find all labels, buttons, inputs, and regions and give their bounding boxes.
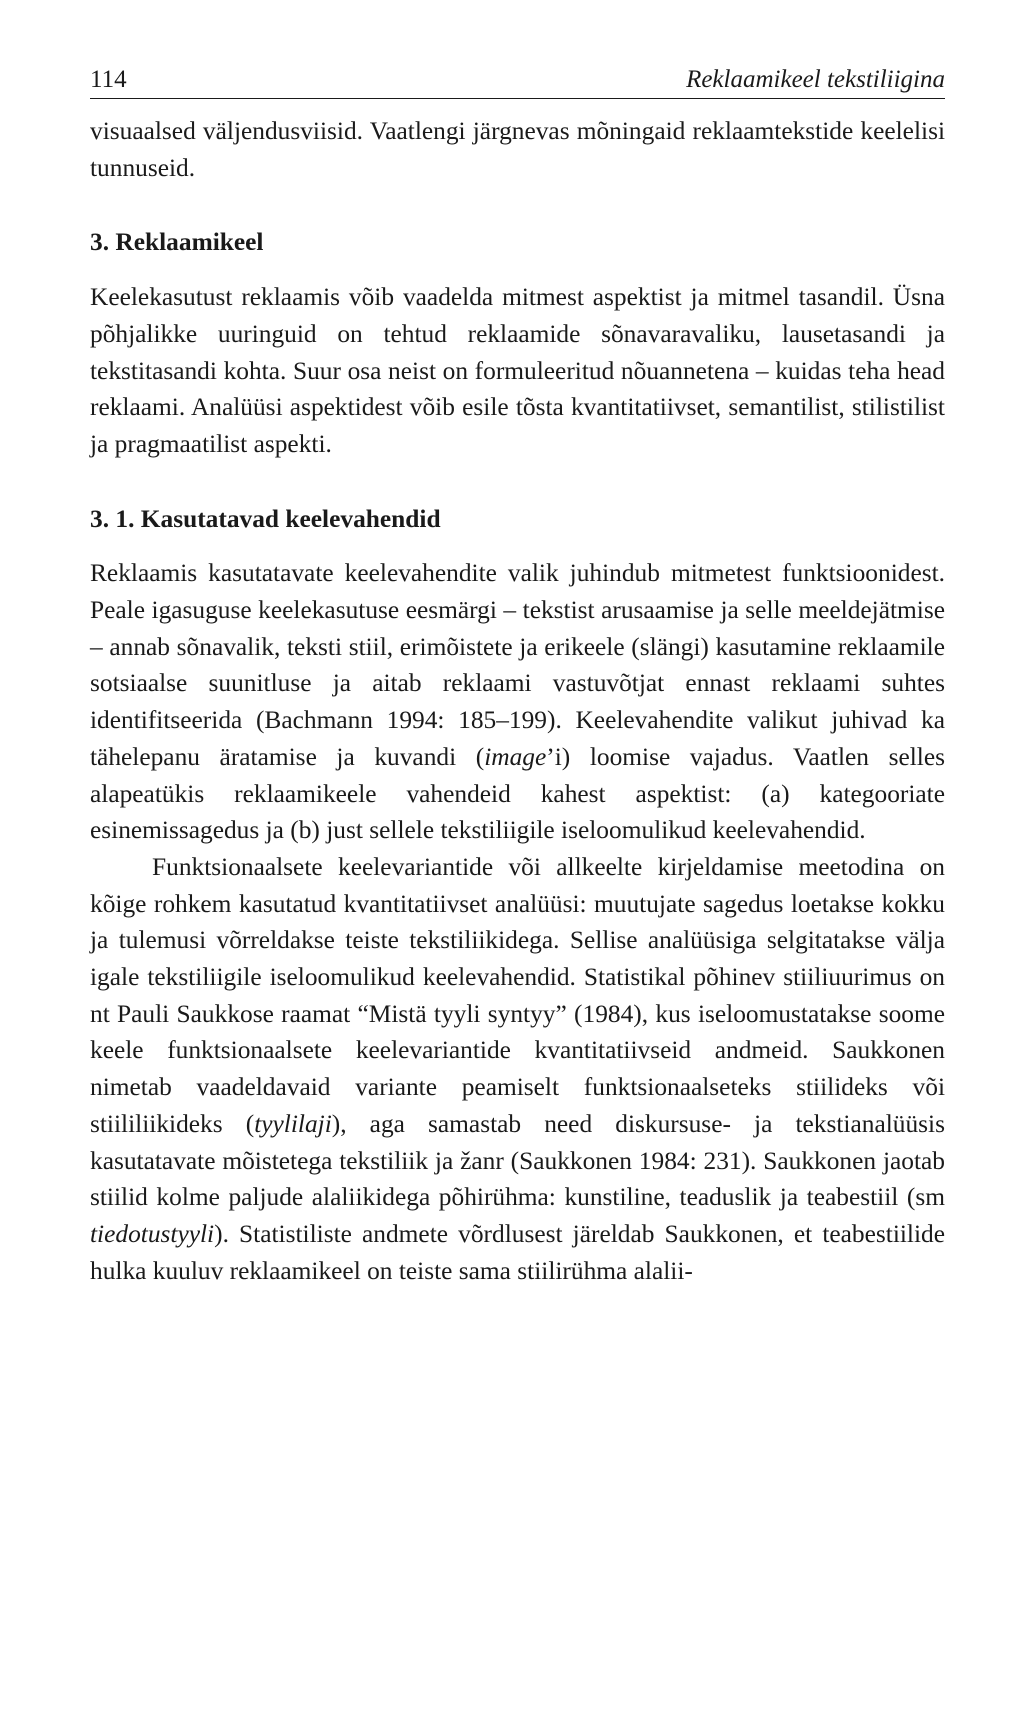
paragraph-intro: visuaalsed väljendusviisid. Vaatlengi järgnevas mõningaid reklaamtekstide keelelisi tunnuseid. xyxy=(90,117,945,182)
italic-term: tyylilaji xyxy=(254,1109,332,1138)
body-text xyxy=(90,113,945,1289)
paragraph-text: Funktsionaalsete keelevariantide või allkeelte kirjeldamise meetodina on kõige rohkem kasutatud kvantitatiivset analüüsi: muutujate sagedus loetakse kokku ja tulemusi võrreldakse teiste tekstiliikidega. Sellise analüüsiga selgitatakse välja igale tekstiliigile iseloomulikud keelevahendid. Statistikal põhinev stiiliuurimus on nt Pauli Saukkose raamat “Mistä tyyli syntyy” (1984), kus iseloomustatakse soome keele funktsionaalsete keelevariantide kvantitatiivseid andmeid. Saukkonen nimetab vaadeldavaid variante peamiselt funktsionaalseteks stiilideks või stiililiikideks ( xyxy=(90,852,945,1138)
subsection-heading-keelevahendid: 3. 1. Kasutatavad keelevahendid xyxy=(90,504,441,533)
book-page xyxy=(90,62,945,1289)
paragraph-text: ). Statistiliste andmete võrdlusest järeldab Saukkonen, et teabestiilide hulka kuuluv reklaamikeel on teiste sama stiilirühma alalii- xyxy=(90,1219,945,1285)
paragraph-funktsionaalsete xyxy=(90,849,945,1289)
running-head xyxy=(90,62,945,99)
page-number: 114 xyxy=(90,66,127,93)
paragraph-keelevahendite-valik xyxy=(90,555,945,849)
paragraph-text: ), aga samastab need diskursuse- ja tekstianalüüsis kasutatavate mõistetega tekstiliik ja žanr (Saukkonen 1984: 231). Saukkonen jaotab stiilid kolme paljude alaliikidega põhirühma: kunstiline, teaduslik ja teabestiil (sm xyxy=(90,1109,945,1212)
paragraph-keelekasutust: Keelekasutust reklaamis võib vaadelda mitmest aspektist ja mitmel tasandil. Üsna põhjalikke uuringuid on tehtud reklaamide sõnavaravaliku, lausetasandi ja tekstitasandi kohta. Suur osa neist on formuleeritud nõuannetena – kuidas teha head reklaami. Analüüsi aspektidest võib esile tõsta kvantitatiivset, semantilist, stilistilist ja pragmaatilist aspekti. xyxy=(90,283,945,458)
running-title: Reklaamikeel tekstiliigina xyxy=(686,66,945,93)
paragraph-text: ’i) loomise vajadus. Vaatlen selles alapeatükis reklaamikeele vahendeid kahest aspektist: (a) kategooriate esinemissagedus ja (b) just sellele tekstiliigile iseloomulikud keelevahendid. xyxy=(90,742,945,845)
paragraph-text: Reklaamis kasutatavate keelevahendite valik juhindub mitmetest funktsioonidest. Peale igasuguse keelekasutuse eesmärgi – tekstist arusaamise ja selle meeldejätmise – annab sõnavalik, teksti stiil, erimõistete ja erikeele (slängi) kasutamine reklaamile sotsiaalse suunitluse ja aitab reklaami vastuvõtjat ennast reklaami suhtes identifitseerida (Bachmann 1994: 185–199). Keelevahendite valikut juhivad ka tähelepanu äratamise ja kuvandi ( xyxy=(90,559,945,771)
italic-term: image xyxy=(484,742,547,771)
section-heading-reklaamikeel: 3. Reklaamikeel xyxy=(90,228,264,257)
italic-term: tiedotustyyli xyxy=(90,1219,215,1248)
